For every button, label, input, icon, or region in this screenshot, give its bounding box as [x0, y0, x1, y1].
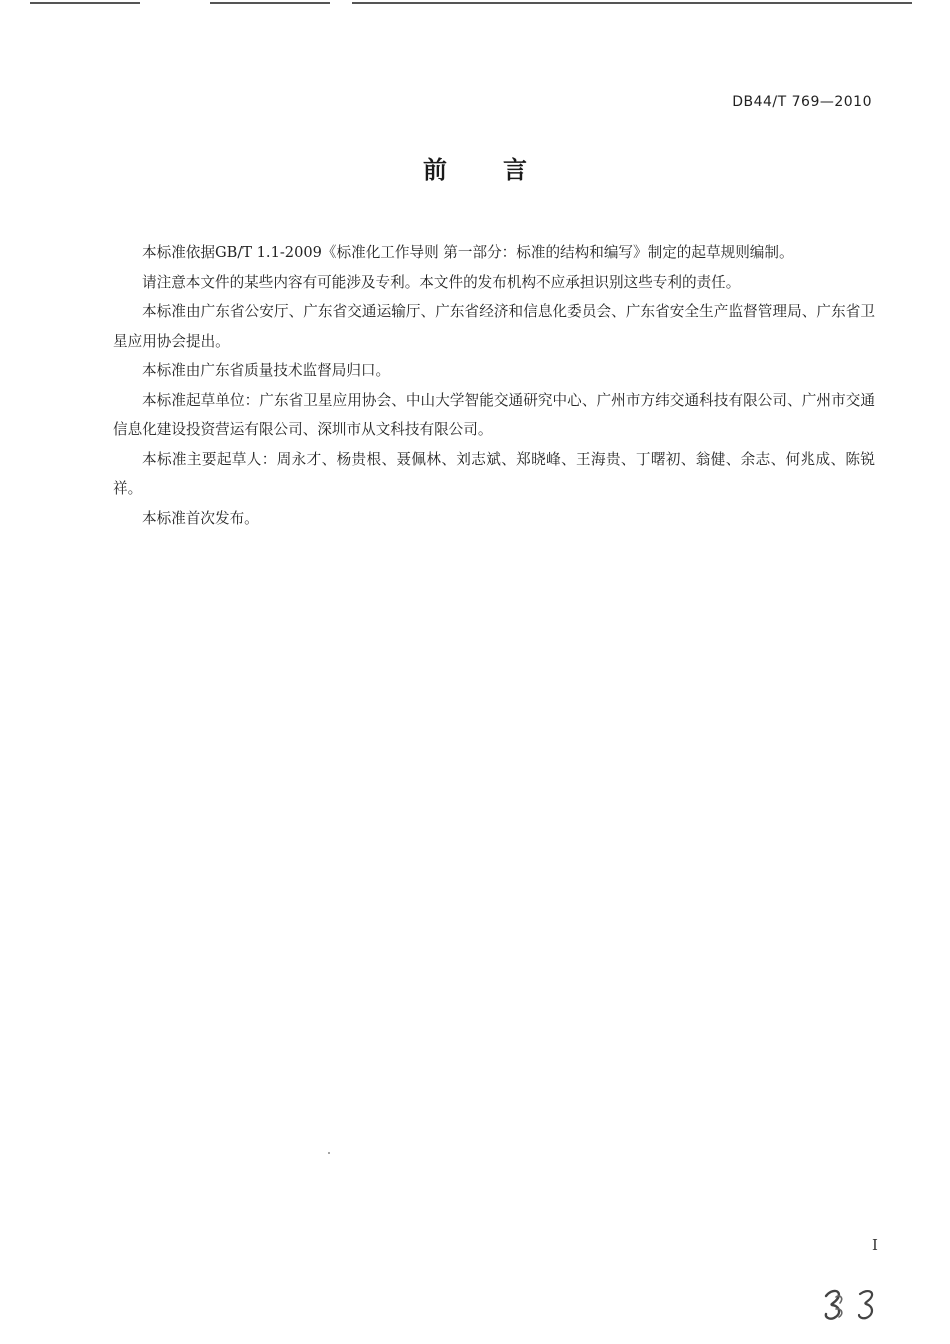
- paragraph-drafting-rules: 本标准依据GB/T 1.1-2009《标准化工作导则 第一部分：标准的结构和编写》制定的起草规则编制。: [142, 244, 794, 261]
- preface-body: [113, 238, 875, 533]
- page-title: 前言: [423, 156, 583, 184]
- paragraph-proposers: 本标准由广东省公安厅、广东省交通运输厅、广东省经济和信息化委员会、广东省安全生产监督管理局、广东省卫星应用协会提出。: [113, 303, 875, 350]
- scan-edge-line-right: [352, 2, 912, 4]
- scan-speck: [328, 1152, 330, 1154]
- paragraph-first-release: 本标准首次发布。: [142, 509, 259, 527]
- scan-edge-line-middle: [210, 2, 330, 4]
- document-code: DB44/T 769—2010: [732, 94, 872, 110]
- page-number: I: [872, 1236, 878, 1254]
- paragraph-drafting-units: 本标准起草单位：广东省卫星应用协会、中山大学智能交通研究中心、广州市方纬交通科技有限公司、广州市交通信息化建设投资营运有限公司、深圳市从文科技有限公司。: [113, 391, 875, 438]
- scan-edge-line-left: [30, 2, 140, 4]
- handwritten-mark-icon: [818, 1284, 888, 1324]
- paragraph-patent-notice: 请注意本文件的某些内容有可能涉及专利。本文件的发布机构不应承担识别这些专利的责任。: [142, 273, 741, 291]
- paragraph-administrator: 本标准由广东省质量技术监督局归口。: [142, 362, 391, 379]
- paragraph-drafters: 本标准主要起草人：周永才、杨贵根、聂佩林、刘志斌、郑晓峰、王海贵、丁曙初、翁健、余志、何兆成、陈锐祥。: [113, 450, 875, 497]
